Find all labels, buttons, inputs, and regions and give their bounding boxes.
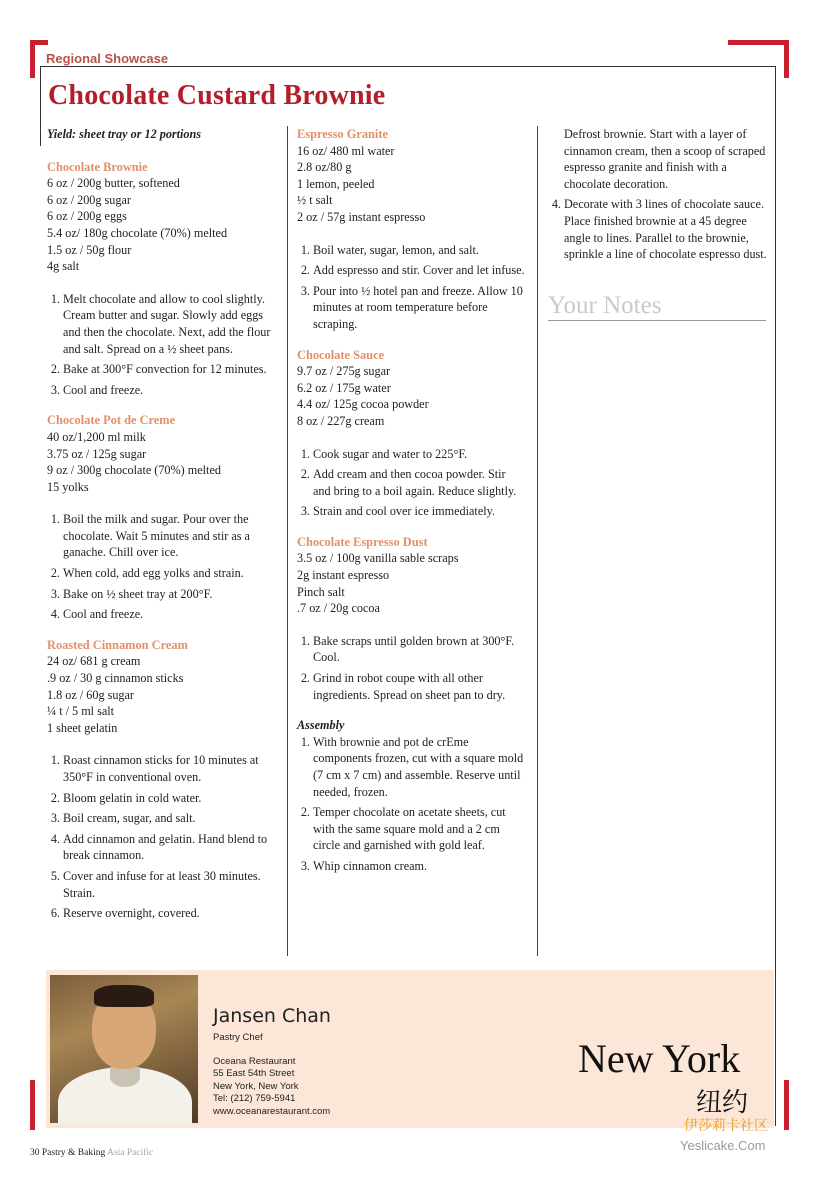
step: 1. With brownie and pot de crEme components frozen, cut with a square mold (7 cm x 7 cm) and assemble. Reserve until needed, frozen. [313,734,525,800]
recipe-section-brownie [47,159,279,399]
section-label: Regional Showcase [46,51,169,66]
ingredient-list [297,363,525,429]
ingredient-list [47,175,279,275]
ingredient: 4.4 oz/ 125g cocoa powder [297,397,429,412]
street-address: 55 East 54th Street [213,1068,295,1080]
column-divider [537,126,538,956]
watermark-chinese: 伊莎莉卡社区 [684,1118,768,1134]
step: 3. Cool and freeze. [63,382,279,399]
ingredient: .7 oz / 20g cocoa [297,601,380,616]
column-1 [47,126,279,936]
ingredient-list [47,653,279,736]
ingredient: 16 oz/ 480 ml water [297,143,395,158]
magazine-edition: Asia Pacific [107,1148,154,1158]
step-continued: Defrost brownie. Start with a layer of cinnamon cream, then a scoop of scraped espresso granite and finish with a chocolate decoration. [564,127,766,191]
yield-line: Yield: sheet tray or 12 portions [47,127,202,141]
recipe-section-assembly [297,717,525,874]
ingredient-list [47,429,279,495]
section-heading: Espresso Granite [297,127,388,141]
ingredient: 3.5 oz / 100g vanilla sable scraps [297,551,459,566]
ingredient: 2.8 oz/80 g [297,160,352,175]
step-list [47,752,279,921]
corner-mark-top-left-vertical [30,40,35,78]
header-rule [40,66,775,67]
recipe-section-chocolate-sauce [297,347,525,520]
chef-hair [94,985,154,1007]
step: 6. Reserve overnight, covered. [63,905,279,922]
step: 4. Decorate with 3 lines of chocolate sauce. Place finished brownie at a 45 degree angle to lines. Parallel to the brownie, sprinkle a line of chocolate espresso dust. [564,196,774,262]
magazine-name: Pastry & Baking [41,1148,106,1158]
step: 2. Add cream and then cocoa powder. Stir and bring to a boil again. Reduce slightly. [313,466,525,499]
chef-address [213,1056,330,1118]
city-label-chinese: 纽约 [696,1088,749,1118]
chef-photo [50,975,198,1123]
ingredient: 9 oz / 300g chocolate (70%) melted [47,463,221,478]
step-list [297,633,525,703]
section-heading: Chocolate Sauce [297,347,385,362]
page-title: Chocolate Custard Brownie [48,80,386,111]
section-heading: Roasted Cinnamon Cream [47,637,188,652]
page-number: 30 [30,1148,40,1158]
step: 2. Add espresso and stir. Cover and let infuse. [313,262,525,279]
watermark-url: Yeslicake.Com [680,1138,766,1153]
step: 2. Grind in robot coupe with all other ingredients. Spread on sheet pan to dry. [313,670,525,703]
ingredient: 6 oz / 200g butter, softened [47,176,180,191]
ingredient: 8 oz / 227g cream [297,413,385,428]
step-list [297,734,525,875]
step: 1. Melt chocolate and allow to cool slightly. Cream butter and sugar. Slowly add eggs and then the chocolate. Next, add the flour and salt. Spread on a ½ sheet pans. [63,291,279,357]
step: 2. Temper chocolate on acetate sheets, cut with the same square mold and a 2 cm circle and garnished with gold leaf. [313,804,525,854]
city-address: New York, New York [213,1080,299,1092]
step: 3. Whip cinnamon cream. [313,858,525,875]
city-label: New York [578,1036,741,1081]
restaurant-name: Oceana Restaurant [213,1056,296,1067]
recipe-section-cinnamon-cream [47,637,279,922]
ingredient: 6 oz / 200g eggs [47,209,127,224]
ingredient: ½ t salt [297,193,333,208]
step-list [297,242,525,333]
step: 2. When cold, add egg yolks and strain. [63,565,279,582]
recipe-section-pot-de-creme [47,412,279,623]
ingredient: 6 oz / 200g sugar [47,192,131,207]
corner-mark-bottom-left [30,1080,35,1130]
step: 3. Strain and cool over ice immediately. [313,503,525,520]
website: www.oceanarestaurant.com [213,1105,331,1117]
ingredient: 4g salt [47,259,80,274]
your-notes-field[interactable]: Your Notes [548,292,766,321]
ingredient-list [297,550,525,616]
ingredient: 5.4 oz/ 180g chocolate (70%) melted [47,225,228,240]
ingredient: ¼ t / 5 ml salt [47,704,115,719]
step: 1. Cook sugar and water to 225°F. [313,446,525,463]
corner-mark-top-right [728,40,789,45]
section-heading: Chocolate Espresso Dust [297,534,428,549]
section-heading: Chocolate Pot de Creme [47,413,176,428]
ingredient: 1 sheet gelatin [47,720,118,735]
section-heading: Chocolate Brownie [47,159,148,174]
recipe-section-espresso-dust [297,534,525,703]
step-list [47,511,279,623]
step: 2. Bake at 300°F convection for 12 minutes. [63,361,279,378]
right-rule [775,66,776,1126]
ingredient: 3.75 oz / 125g sugar [47,446,147,461]
step: 4. Cool and freeze. [63,606,279,623]
column-3 [548,126,774,267]
step-list [297,446,525,520]
step: 3. Pour into ½ hotel pan and freeze. Allow 10 minutes at room temperature before scraping. [313,283,525,333]
step: 2. Bloom gelatin in cold water. [63,790,279,807]
chef-role: Pastry Chef [213,1032,263,1043]
step: 3. Boil cream, sugar, and salt. [63,810,279,827]
ingredient: 1.8 oz / 60g sugar [47,687,134,702]
step: 1. Boil water, sugar, lemon, and salt. [313,242,525,259]
ingredient: 1.5 oz / 50g flour [47,242,132,257]
ingredient: 40 oz/1,200 ml milk [47,429,146,444]
ingredient: 2g instant espresso [297,568,390,583]
chef-collar [110,1067,140,1087]
section-heading: Assembly [297,718,345,733]
step: 1. Roast cinnamon sticks for 10 minutes at 350°F in conventional oven. [63,752,279,785]
ingredient: .9 oz / 30 g cinnamon sticks [47,671,184,686]
page-footer [30,1148,153,1158]
step: 3. Bake on ½ sheet tray at 200°F. [63,586,279,603]
step-list [548,196,774,262]
ingredient: 15 yolks [47,479,89,494]
ingredient: Pinch salt [297,584,345,599]
step: 5. Cover and infuse for at least 30 minutes. Strain. [63,868,279,901]
ingredient: 2 oz / 57g instant espresso [297,209,426,224]
ingredient: 9.7 oz / 275g sugar [297,364,391,379]
step: 4. Add cinnamon and gelatin. Hand blend to break cinnamon. [63,831,279,864]
ingredient: 24 oz/ 681 g cream [47,654,141,669]
left-rule [40,66,41,146]
corner-mark-top-right-vertical [784,40,789,78]
chef-name: Jansen Chan [213,1005,331,1027]
ingredient-list [297,143,525,226]
ingredient: 1 lemon, peeled [297,176,375,191]
ingredient: 6.2 oz / 175g water [297,380,391,395]
column-2 [297,126,525,879]
step: 1. Bake scraps until golden brown at 300°F. Cool. [313,633,525,666]
step-list [47,291,279,399]
recipe-section-espresso-granite [297,126,525,333]
column-divider [287,126,288,956]
telephone: Tel: (212) 759-5941 [213,1093,296,1105]
step: 1. Boil the milk and sugar. Pour over the chocolate. Wait 5 minutes and stir as a ganache. Chill over ice. [63,511,279,561]
corner-mark-bottom-right [784,1080,789,1130]
